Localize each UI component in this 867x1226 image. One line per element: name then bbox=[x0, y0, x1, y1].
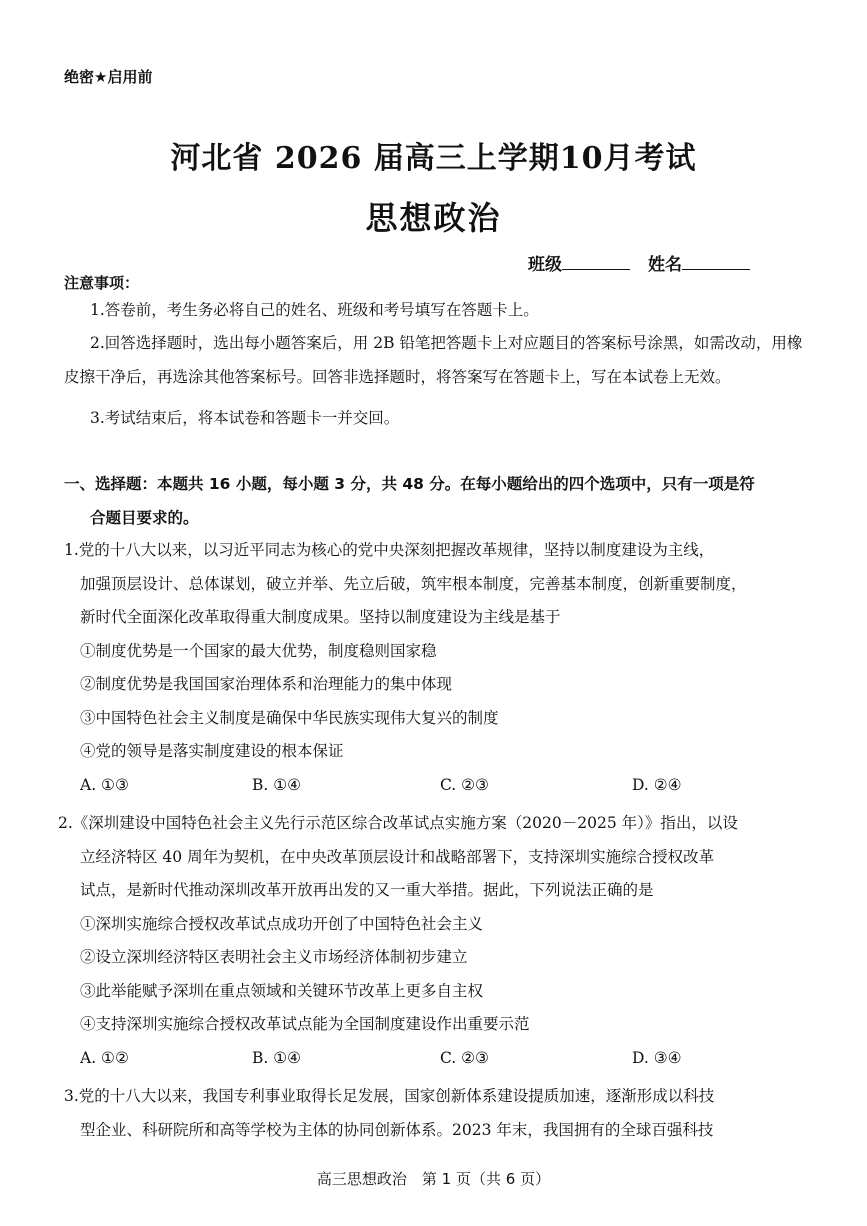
section-heading bbox=[64, 467, 814, 535]
question-stem-line: 立经济特区 40 周年为契机，在中央改革顶层设计和战略部署下，支持深圳实施综合授权改革 bbox=[80, 847, 715, 866]
subject-title: 思想政治 bbox=[365, 199, 502, 237]
choice-d[interactable]: D. ③④ bbox=[632, 1048, 682, 1067]
class-blank[interactable] bbox=[562, 253, 630, 270]
question-option: ②制度优势是我国国家治理体系和治理能力的集中体现 bbox=[80, 675, 453, 693]
question-option: ③此举能赋予深圳在重点领域和关键环节改革上更多自主权 bbox=[80, 981, 484, 1000]
name-blank[interactable] bbox=[682, 253, 750, 270]
choice-c[interactable]: C. ②③ bbox=[440, 775, 489, 794]
section-heading-line: 合题目要求的。 bbox=[90, 509, 199, 527]
question-stem-line: 3.党的十八大以来，我国专利事业取得长足发展，国家创新体系建设提质加速，逐渐形成以科技 bbox=[64, 1087, 715, 1105]
page-footer: 高三思想政治 第 1 页（共 6 页） bbox=[316, 1170, 551, 1188]
note-item-2: 2.回答选择题时，选出每小题答案后，用 2B 铅笔把答题卡上对应题目的答案标号涂黑，如需改动，用橡皮擦干净后，再选涂其他答案标号。回答非选择题时，将答案写在答题卡上，写在本试卷上无效。 bbox=[64, 334, 803, 386]
question-stem-line: 试点，是新时代推动深圳改革开放再出发的又一重大举措。据此，下列说法正确的是 bbox=[80, 881, 654, 899]
choice-b[interactable]: B. ①④ bbox=[252, 1048, 302, 1067]
class-label: 班级 bbox=[528, 255, 562, 275]
question-stem-line: 新时代全面深化改革取得重大制度成果。坚持以制度建设为主线是基于 bbox=[80, 608, 561, 626]
question-option: ③中国特色社会主义制度是确保中华民族实现伟大复兴的制度 bbox=[80, 708, 499, 727]
question-3 bbox=[64, 1080, 814, 1147]
question-stem-line: 1.党的十八大以来，以习近平同志为核心的党中央深刻把握改革规律，坚持以制度建设为主线， bbox=[64, 541, 715, 559]
exam-title: 河北省 2026 届高三上学期10月考试 bbox=[170, 141, 697, 176]
section-heading-line: 一、选择题：本题共 16 小题，每小题 3 分，共 48 分。在每小题给出的四个选项中，只有一项是符 bbox=[64, 475, 755, 493]
notes-heading: 注意事项： bbox=[64, 274, 140, 292]
question-option: ④支持深圳实施综合授权改革试点能为全国制度建设作出重要示范 bbox=[80, 1015, 530, 1033]
question-2 bbox=[58, 807, 814, 1076]
choice-a[interactable]: A. ①② bbox=[80, 1048, 129, 1067]
question-option: ①制度优势是一个国家的最大优势，制度稳则国家稳 bbox=[80, 641, 437, 660]
confidential-label: 绝密★启用前 bbox=[64, 68, 153, 86]
question-option: ②设立深圳经济特区表明社会主义市场经济体制初步建立 bbox=[80, 948, 468, 966]
choice-b[interactable]: B. ①④ bbox=[252, 775, 302, 794]
note-item-1: 1.答卷前，考生务必将自己的姓名、班级和考号填写在答题卡上。 bbox=[90, 301, 539, 319]
question-1 bbox=[64, 534, 814, 803]
question-stem-line: 2.《深圳建设中国特色社会主义先行示范区综合改革试点实施方案（2020－2025 年）》指出，以设 bbox=[58, 814, 738, 832]
class-name-fields bbox=[528, 250, 750, 275]
choice-d[interactable]: D. ②④ bbox=[632, 775, 682, 794]
choice-a[interactable]: A. ①③ bbox=[80, 775, 129, 794]
note-item-3: 3.考试结束后，将本试卷和答题卡一并交回。 bbox=[90, 409, 400, 427]
answer-choices bbox=[64, 769, 814, 803]
answer-choices bbox=[64, 1042, 814, 1076]
question-option: ①深圳实施综合授权改革试点成功开创了中国特色社会主义 bbox=[80, 914, 484, 933]
question-stem-line: 加强顶层设计、总体谋划，破立并举、先立后破，筑牢根本制度，完善基本制度，创新重要制度， bbox=[80, 574, 747, 593]
question-option: ④党的领导是落实制度建设的根本保证 bbox=[80, 742, 344, 760]
choice-c[interactable]: C. ②③ bbox=[440, 1048, 489, 1067]
name-label: 姓名 bbox=[648, 255, 682, 275]
question-stem-line: 型企业、科研院所和高等学校为主体的协同创新体系。2023 年末，我国拥有的全球百强科技 bbox=[80, 1120, 714, 1139]
